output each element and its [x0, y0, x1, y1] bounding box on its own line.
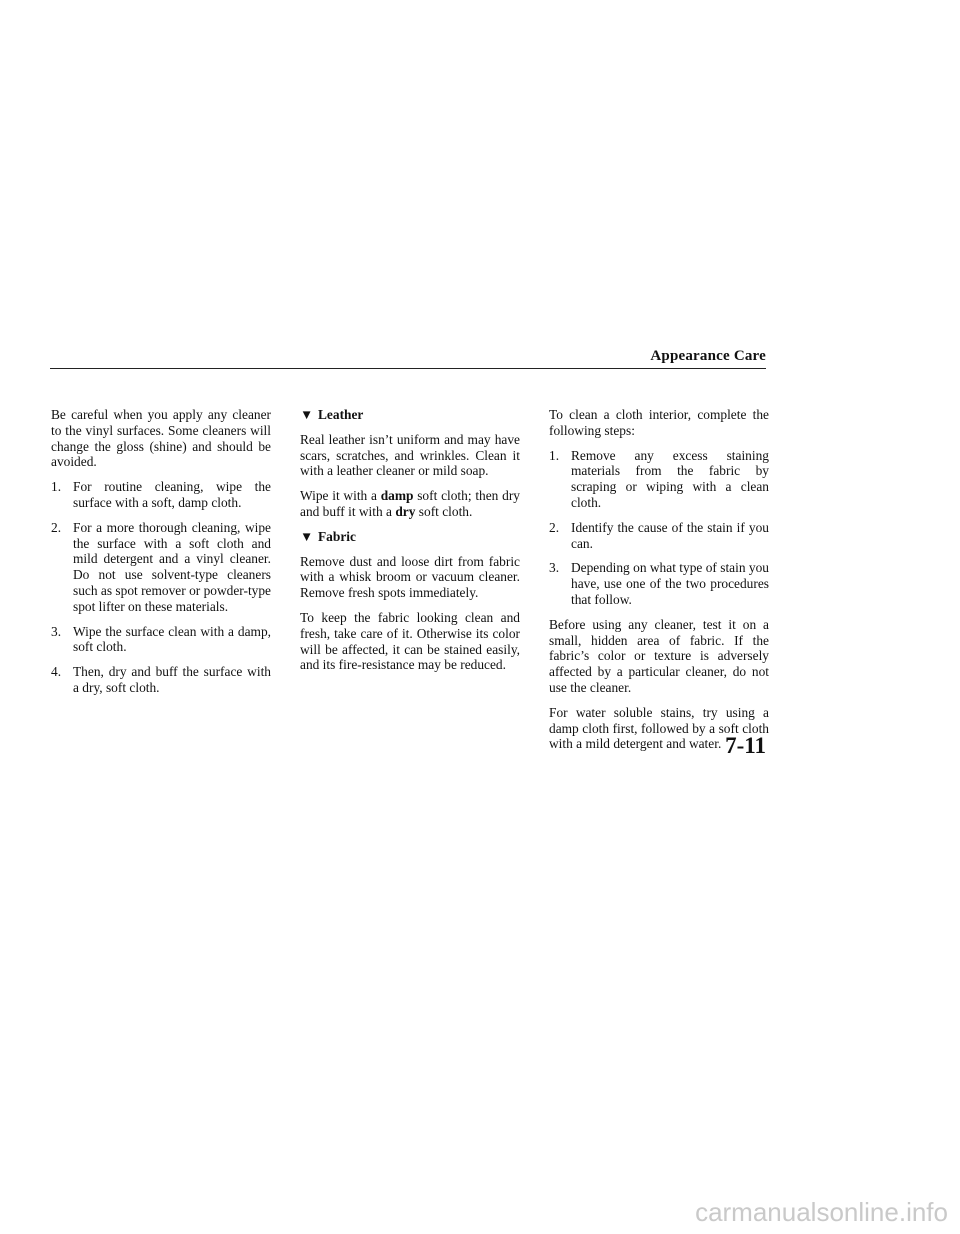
triangle-down-icon: ▼ [300, 407, 314, 422]
column-leather-fabric [300, 407, 520, 682]
page-header-title: Appearance Care [650, 348, 766, 364]
list-item: 3. Depending on what type of stain you have, use one of the two procedures that follow. [549, 560, 769, 607]
damp-emphasis: damp [380, 488, 414, 504]
leather-paragraph-1: Real leather isn’t uniform and may have scars, scratches, and wrinkles. Clean it with a leather cleaner or mild soap. [300, 431, 520, 479]
cloth-paragraph-2: Before using any cleaner, test it on a small, hidden area of fabric. If the fabric’s color or texture is adversely affected by a particular cleaner, do not use the cleaner. [549, 616, 769, 695]
fabric-paragraph-1: Remove dust and loose dirt from fabric with a whisk broom or vacuum cleaner. Remove fresh spots immediately. [300, 553, 520, 601]
cloth-steps-list [549, 448, 769, 608]
fabric-heading: ▼ Fabric [300, 528, 356, 544]
cloth-paragraph-3: For water soluble stains, try using a damp cloth first, followed by a soft cloth with a mild detergent and water. [549, 704, 769, 752]
leather-paragraph-2: Wipe it with a damp soft cloth; then dry and buff it with a dry soft cloth. [300, 488, 520, 519]
fabric-paragraph-2: To keep the fabric looking clean and fresh, take care of it. Otherwise its color will be affected, it can be stained easily, and its fire-resistance may be reduced. [300, 609, 520, 673]
list-item: 3. Wipe the surface clean with a damp, soft cloth. [51, 623, 271, 655]
leather-heading: ▼ Leather [300, 407, 364, 422]
dry-emphasis: dry [395, 503, 416, 519]
page-number: 7-11 [725, 733, 766, 758]
column-vinyl [51, 407, 271, 705]
vinyl-intro: Be careful when you apply any cleaner to the vinyl surfaces. Some cleaners will change the gloss (shine) and should be avoided. [51, 407, 271, 470]
list-item: 1. For routine cleaning, wipe the surface with a soft, damp cloth. [51, 479, 271, 510]
watermark: carmanualsonline.info [695, 1197, 948, 1227]
list-item: 2. For a more thorough cleaning, wipe the surface with a soft cloth and mild detergent and a vinyl cleaner. Do not use solvent-type cleaners such as spot remover or powder-type spot lifter on these materials. [51, 519, 271, 614]
header-divider [50, 368, 766, 369]
list-item: 4. Then, dry and buff the surface with a dry, soft cloth. [51, 664, 271, 695]
triangle-down-icon: ▼ [300, 528, 314, 544]
cloth-intro: To clean a cloth interior, complete the following steps: [549, 407, 769, 438]
vinyl-steps-list [51, 479, 271, 696]
column-cloth-interior [549, 407, 769, 761]
list-item: 2. Identify the cause of the stain if you can. [549, 519, 769, 551]
list-item: 1. Remove any excess staining materials from the fabric by scraping or wiping with a clean cloth. [549, 447, 769, 510]
